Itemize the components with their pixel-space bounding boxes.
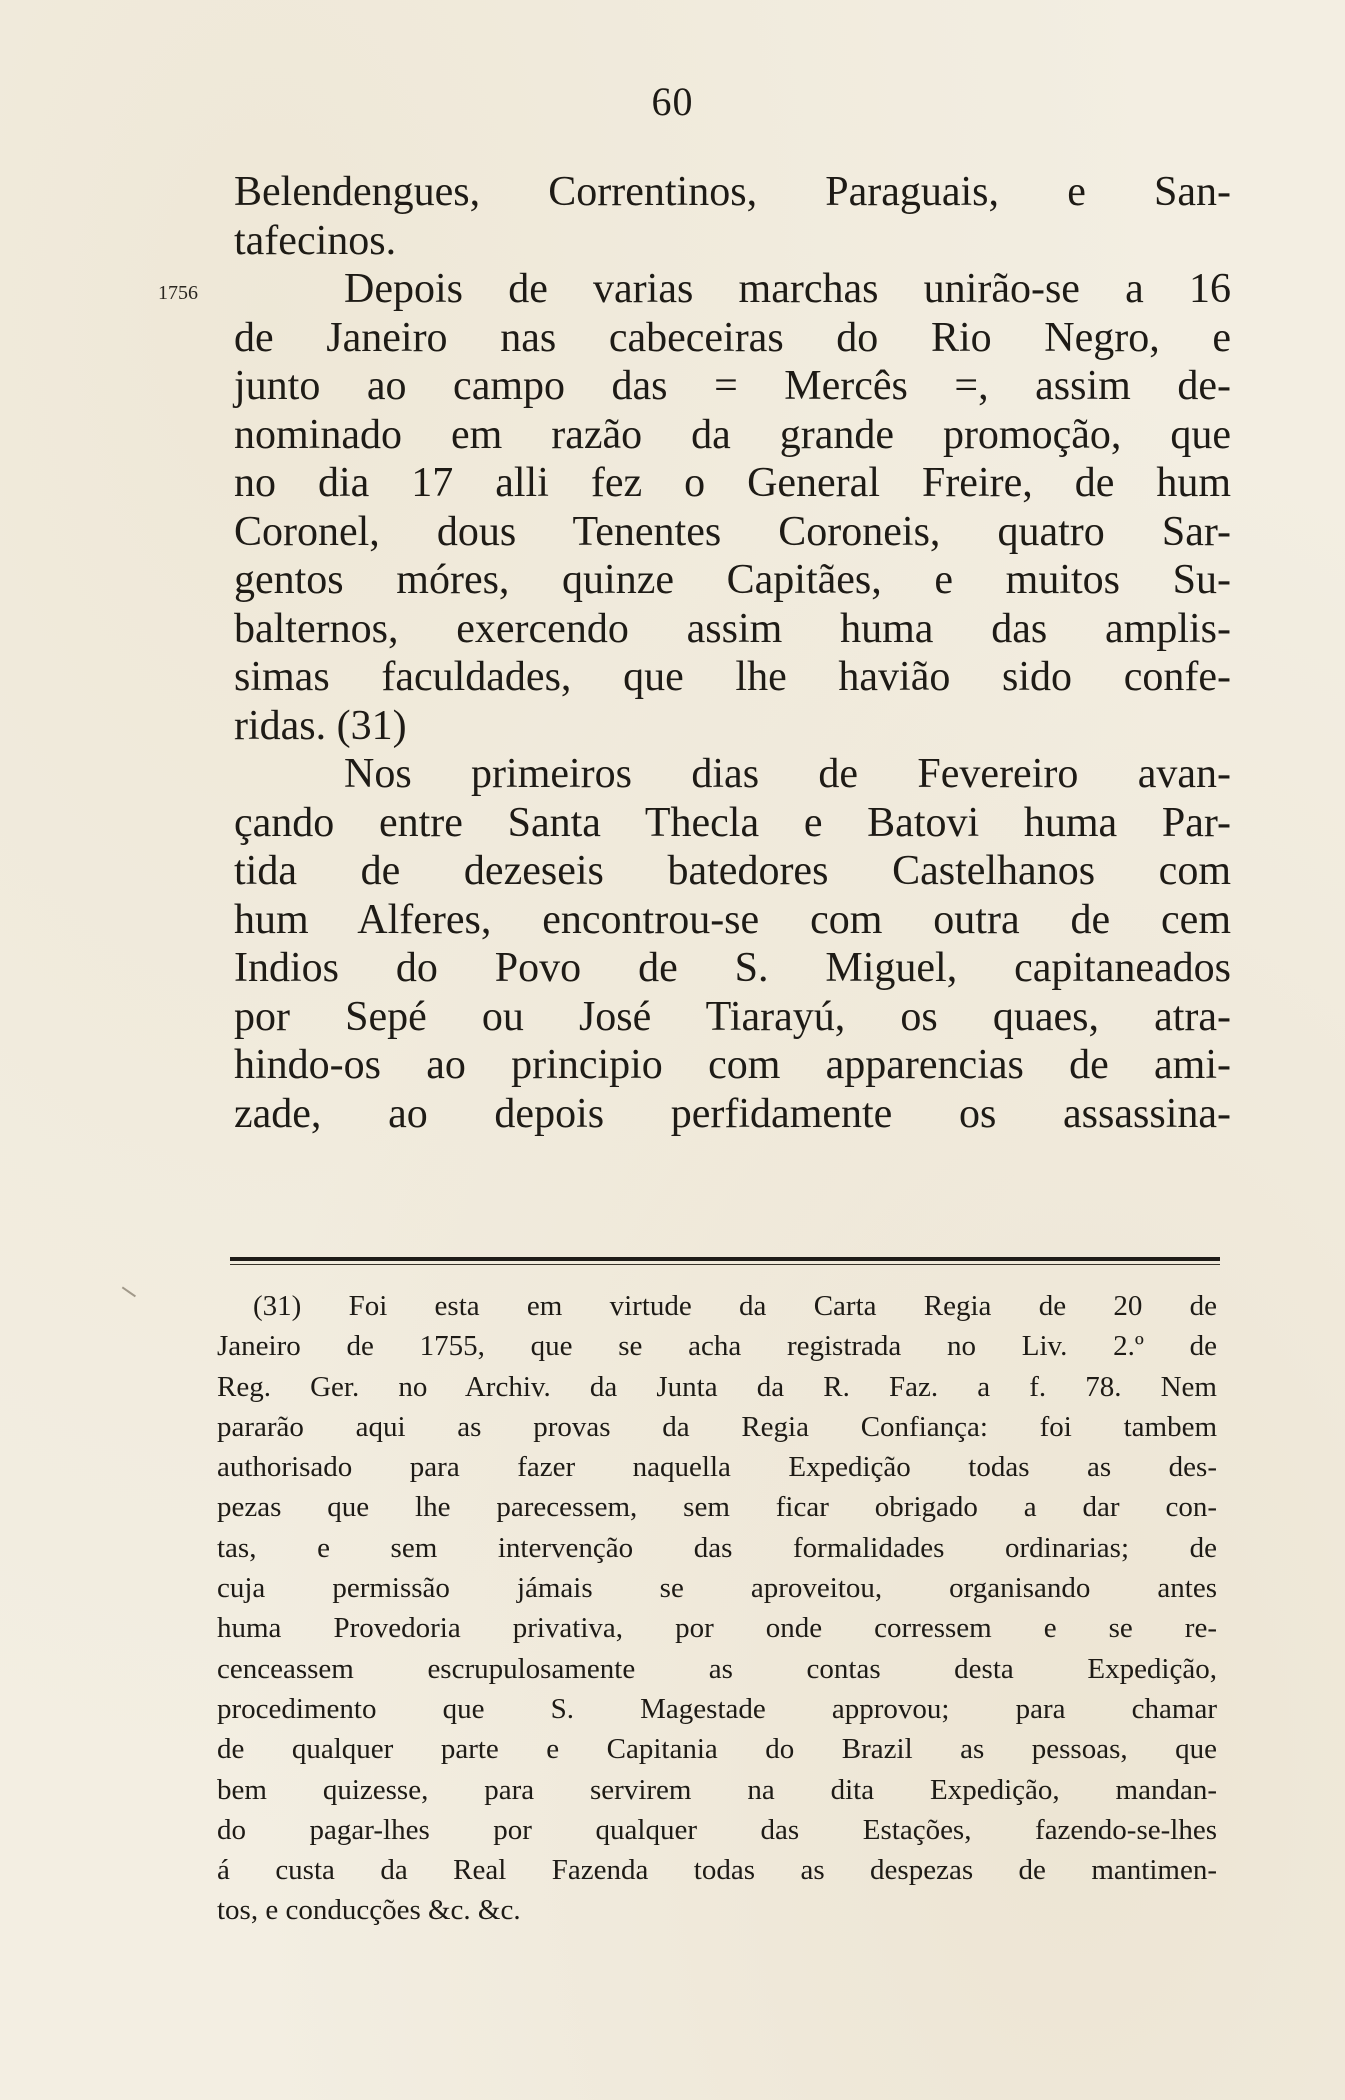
footnote-line: Janeiro de 1755, que se acha registrada no Liv. 2.º de	[217, 1330, 1217, 1363]
text-line: Indios do Povo de S. Miguel, capitaneados	[234, 945, 1231, 991]
text-line: simas faculdades, que lhe havião sido confe-	[234, 654, 1231, 700]
text-line: hum Alferes, encontrou-se com outra de cem	[234, 896, 1231, 943]
footnote-line: tas, e sem intervenção das formalidades ordinarias; de	[217, 1531, 1217, 1564]
text-line: tafecinos.	[234, 217, 397, 264]
page-number: 60	[651, 79, 694, 124]
footnote-line: procedimento que S. Magestade approvou; para chamar	[217, 1692, 1217, 1725]
text-line: junto ao campo das = Mercês =, assim de-	[234, 363, 1231, 409]
text-line: balternos, exercendo assim huma das amplis-	[234, 605, 1231, 652]
text-line: Belendengues, Correntinos, Paraguais, e San-	[234, 169, 1231, 215]
text-line: tida de dezeseis batedores Castelhanos com	[234, 848, 1231, 894]
text-line: no dia 17 alli fez o General Freire, de hum	[234, 460, 1231, 506]
text-line: hindo-os ao principio com apparencias de ami-	[234, 1042, 1231, 1088]
text-line: zade, ao depois perfidamente os assassina-	[234, 1090, 1231, 1137]
footnote-line: tos, e conducções &c. &c.	[217, 1894, 521, 1927]
text-line: Nos primeiros dias de Fevereiro avan-	[344, 751, 1231, 797]
text-line: Depois de varias marchas unirão-se a 16	[344, 266, 1231, 312]
margin-year-note: 1756	[158, 282, 198, 304]
text-line: ridas. (31)	[234, 702, 407, 749]
text-line: nominado em razão da grande promoção, que	[234, 411, 1231, 458]
text-line: gentos móres, quinze Capitães, e muitos Su-	[234, 557, 1231, 603]
footnote-line: (31) Foi esta em virtude da Carta Regia de 20 de	[253, 1290, 1217, 1322]
footnote-line: huma Provedoria privativa, por onde corressem e se re-	[217, 1612, 1217, 1645]
footnote-line: de qualquer parte e Capitania do Brazil as pessoas, que	[217, 1733, 1217, 1766]
text-line: Coronel, dous Tenentes Coroneis, quatro Sar-	[234, 508, 1231, 555]
text-line: de Janeiro nas cabeceiras do Rio Negro, e	[234, 314, 1231, 361]
footnote-line: á custa da Real Fazenda todas as despezas de mantimen-	[217, 1854, 1217, 1887]
main-text	[234, 168, 1231, 1138]
margin-mark	[116, 1286, 136, 1305]
footnote-line: pararão aqui as provas da Regia Confiança: foi tambem	[217, 1410, 1217, 1443]
footnote-line: do pagar-lhes por qualquer das Estações, fazendo-se-lhes	[217, 1813, 1217, 1846]
text-line: çando entre Santa Thecla e Batovi huma Par-	[234, 799, 1231, 846]
footnote	[217, 1286, 1217, 1931]
footnote-line: authorisado para fazer naquella Expedição todas as des-	[217, 1451, 1217, 1484]
footnote-line: cuja permissão jámais se aproveitou, organisando antes	[217, 1572, 1217, 1605]
footnote-separator-rule-thin	[230, 1264, 1220, 1265]
text-line: por Sepé ou José Tiarayú, os quaes, atra-	[234, 993, 1231, 1040]
footnote-line: cenceassem escrupulosamente as contas desta Expedição,	[217, 1652, 1217, 1685]
footnote-separator-rule	[230, 1257, 1220, 1261]
footnote-line: bem quizesse, para servirem na dita Expedição, mandan-	[217, 1773, 1217, 1806]
footnote-line: pezas que lhe parecessem, sem ficar obrigado a dar con-	[217, 1491, 1217, 1524]
footnote-line: Reg. Ger. no Archiv. da Junta da R. Faz. a f. 78. Nem	[217, 1370, 1217, 1403]
